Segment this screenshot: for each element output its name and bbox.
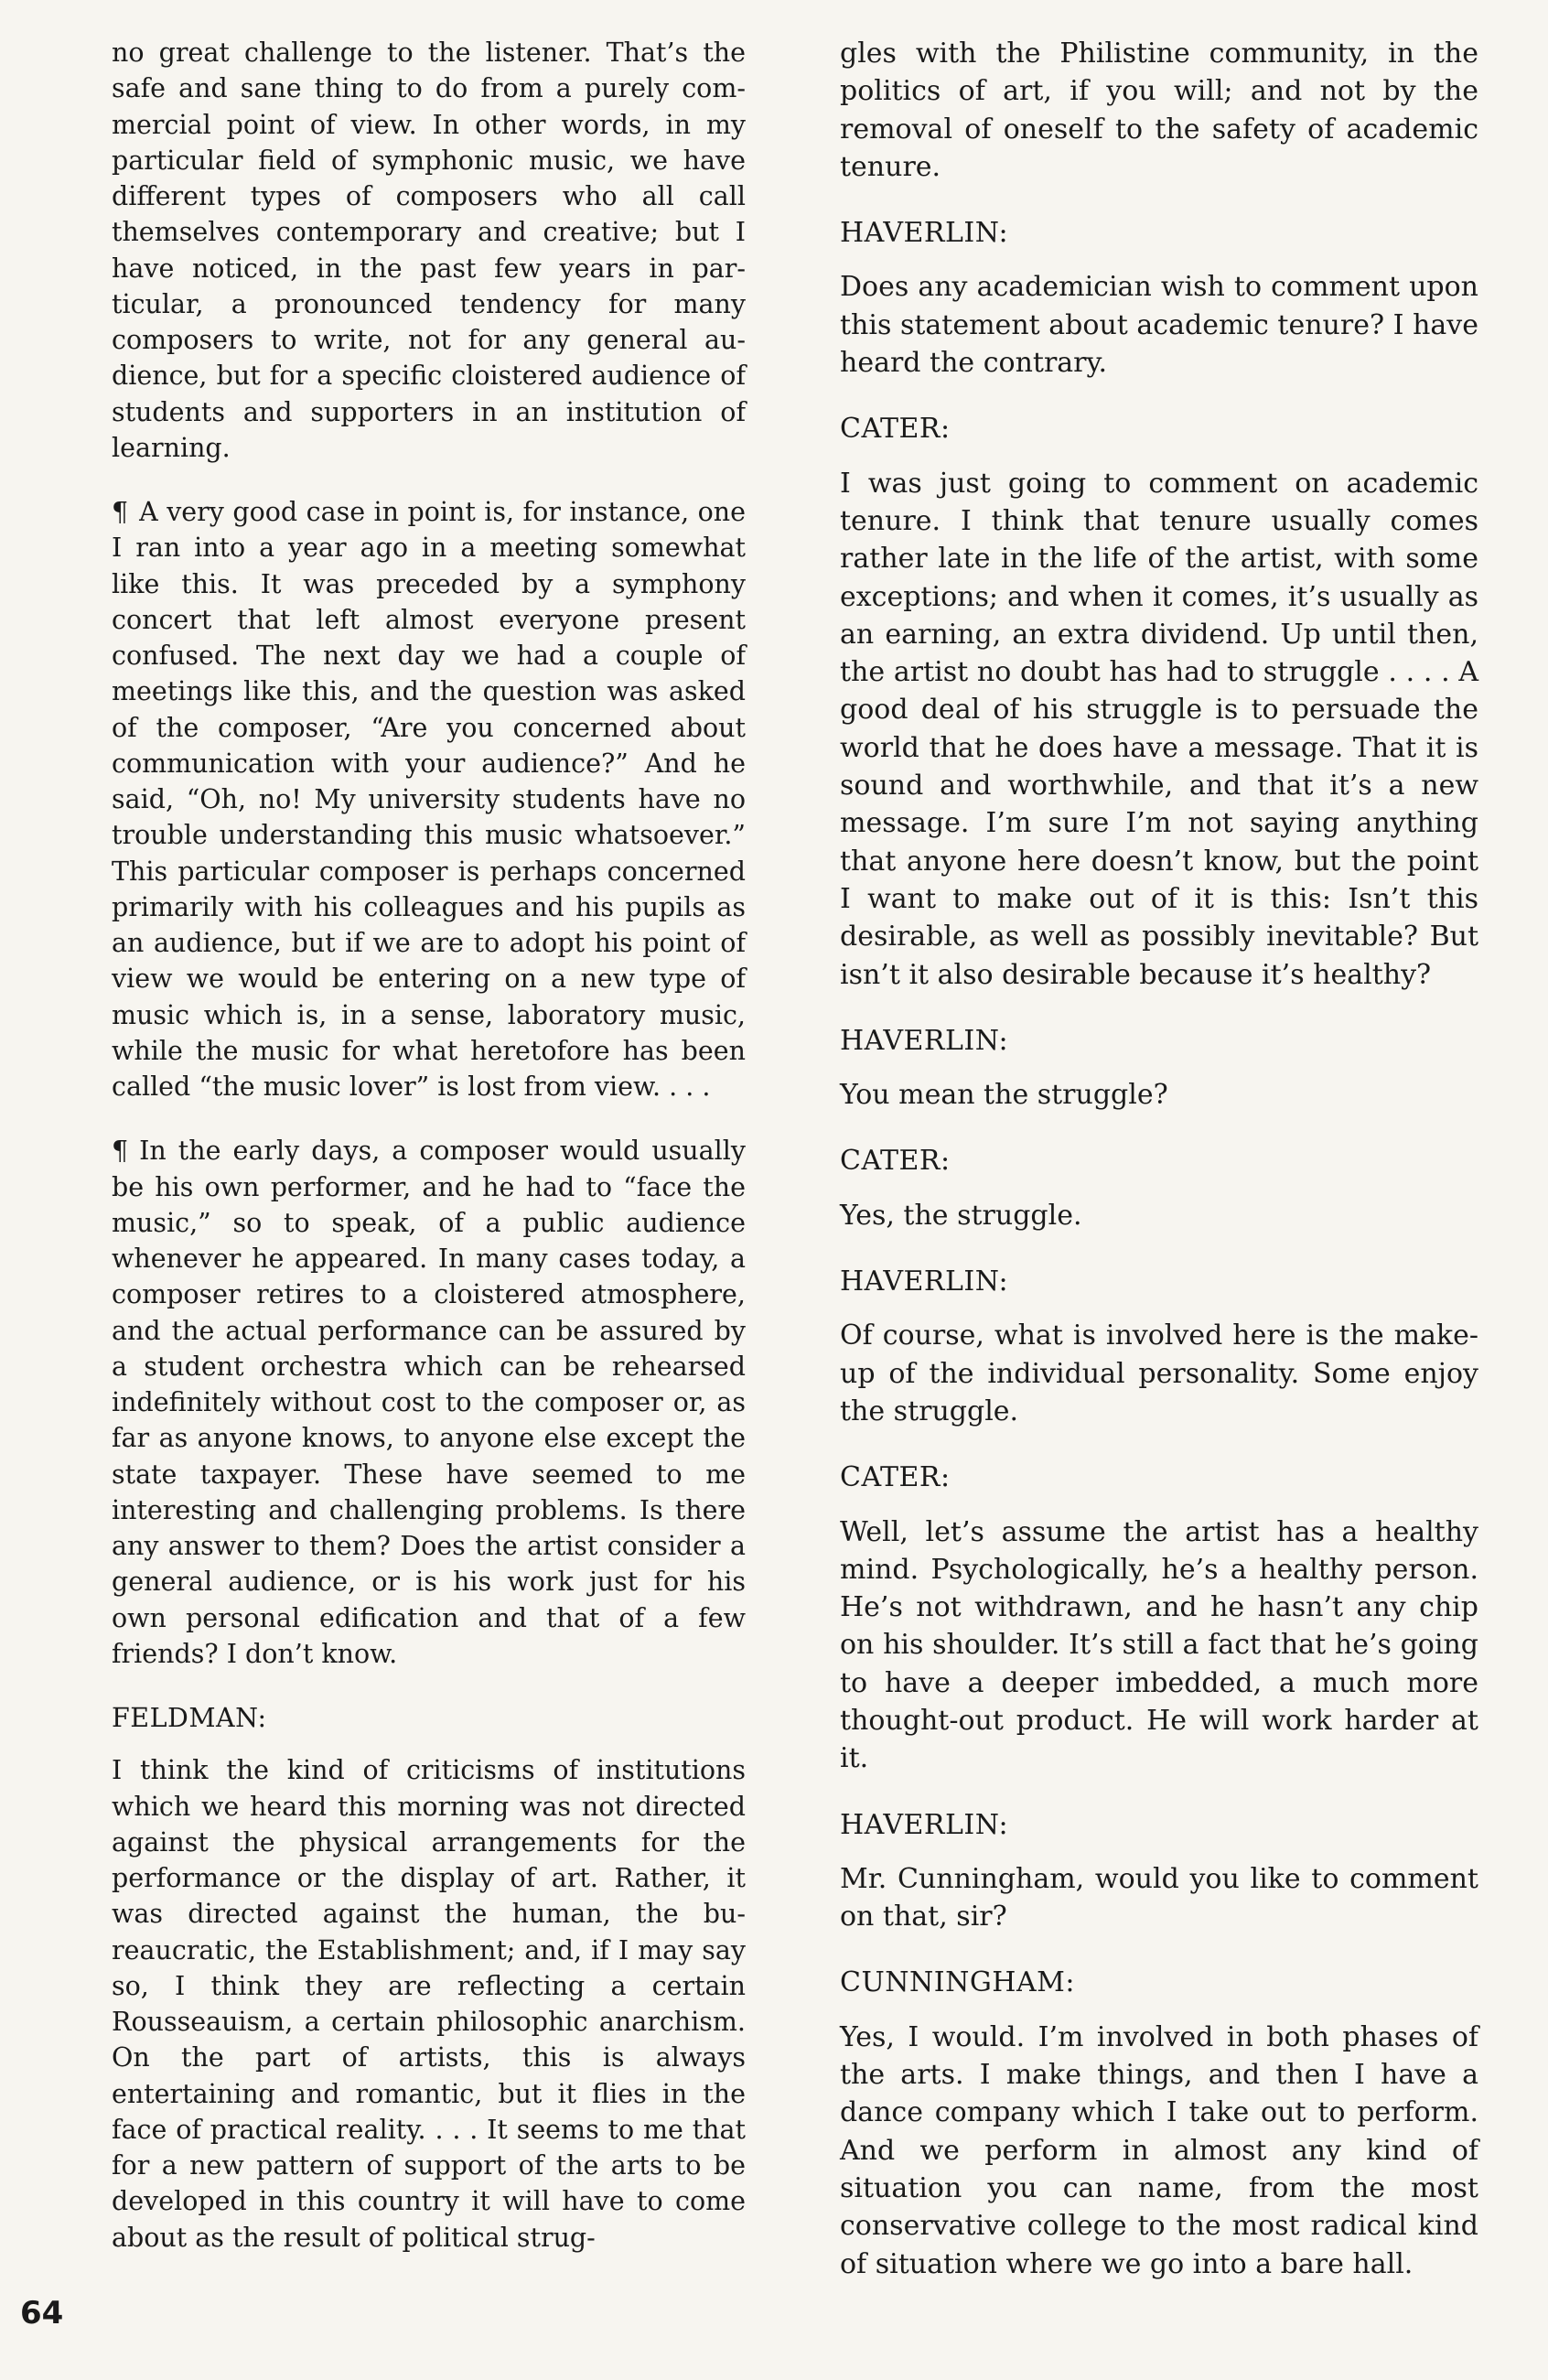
paragraph: Yes, the struggle. [840, 1199, 1082, 1232]
paragraph: You mean the struggle? [840, 1079, 1168, 1112]
speaker-label: CATER: [840, 1461, 951, 1494]
pilcrow-mark: ¶ [112, 497, 129, 527]
paragraph: no great challenge to the listener. That’s the safe and sane thing to do from a purely commercial point of view. In other words, in my particular field of symphonic music, we have different types of composers who all call themselves contemporary and creative; but I have noticed, in the past few years in particular, a pronounced tendency for many composers to write, not for any general audience, but for a specific cloistered audience of students and supporters in an institution of learning. [112, 38, 746, 463]
paragraph-text: In the early days, a composer would usually be his own performer, and he had to “face the music,” so to speak, of a public audience whenever he appeared. In many cases today, a composer retires to a cloistered atmosphere, and the actual performance can be assured by a student orchestra which can be rehearsed indefinitely without cost to the composer or, as far as anyone knows, to anyone else except the state taxpayer. These have seemed to me interesting and challenging problems. Is there any answer to them? Does the artist consider a general audience, or is his work just for his own personal edification and that of a few friends? I don’t know. [112, 1136, 746, 1669]
speaker-label: CATER: [840, 1145, 951, 1178]
pilcrow-mark: ¶ [112, 1136, 129, 1167]
right-column [840, 35, 1478, 2311]
paragraph [112, 1133, 746, 1672]
speaker-label: HAVERLIN: [840, 217, 1009, 250]
left-column [112, 35, 746, 2284]
paragraph-text: A very good case in point is, for instance, one I ran into a year ago in a meeting somewhat like this. It was preceded by a symphony concert that left almost everyone present confused. The next day we had a couple of meetings like this, and the question was asked of the composer, “Are you concerned about communication with your audience?” And he said, “Oh, no! My university students have no trouble understanding this music whatsoever.” This particular composer is perhaps concerned primarily with his colleagues and his pupils as an audience, but if we are to adopt his point of view we would be entering on a new type of music which is, in a sense, laboratory music, while the music for what heretofore has been called “the music lover” is lost from view. . . . [112, 497, 746, 1102]
page-number: 64 [20, 2295, 64, 2332]
speaker-label: CATER: [840, 413, 951, 446]
speaker-label: FELDMAN: [112, 1703, 267, 1733]
paragraph: Mr. Cunningham, would you like to comment on that, sir? [840, 1862, 1478, 1933]
paragraph: Does any academician wish to comment upon this statement about academic tenure? I have heard the contrary. [840, 271, 1478, 380]
paragraph [112, 494, 746, 1104]
speaker-label: HAVERLIN: [840, 1265, 1009, 1298]
speaker-label: HAVERLIN: [840, 1024, 1009, 1057]
paragraph: Of course, what is involved here is the makeup of the individual personality. Some enjoy the struggle. [840, 1319, 1478, 1427]
paragraph: Well, let’s assume the artist has a healthy mind. Psychologically, he’s a healthy person. He’s not withdrawn, and he hasn’t any chip on his shoulder. It’s still a fact that he’s going to have a deeper imbedded, a much more thought-out product. He will work harder at it. [840, 1515, 1478, 1775]
paragraph: gles with the Philistine community, in the politics of art, if you will; and not by the removal of oneself to the safety of academic tenure. [840, 38, 1478, 183]
paragraph: I think the kind of criticisms of institutions which we heard this morning was not directed against the physical arrangements for the performance or the display of art. Rather, it was directed against the human, the bureaucratic, the Establishment; and, if I may say so, I think they are reflecting a certain Rousseauism, a certain philosophic anarchism. On the part of artists, this is always entertaining and romantic, but it flies in the face of practical reality. . . . It seems to me that for a new pattern of support of the arts to be developed in this country it will have to come about as the result of political strug- [112, 1755, 746, 2253]
speaker-label: HAVERLIN: [840, 1808, 1009, 1841]
speaker-label: CUNNINGHAM: [840, 1966, 1075, 1999]
paragraph: Yes, I would. I’m involved in both phases of the arts. I make things, and then I have a dance company which I take out to perform. And we perform in almost any kind of situation you can name, from the most conservative college to the most radical kind of situation where we go into a bare hall. [840, 2020, 1478, 2280]
paragraph: I was just going to comment on academic tenure. I think that tenure usually comes rather late in the life of the artist, with some exceptions; and when it comes, it’s usually as an earning, an extra dividend. Up until then, the artist no doubt has had to struggle . . . . A good deal of his struggle is to persuade the world that he does have a message. That it is sound and worthwhile, and that it’s a new message. I’m sure I’m not saying anything that anyone here doesn’t know, but the point I want to make out of it is this: Isn’t this desirable, as well as possibly inevitable? But isn’t it also desirable because it’s healthy? [840, 467, 1478, 991]
